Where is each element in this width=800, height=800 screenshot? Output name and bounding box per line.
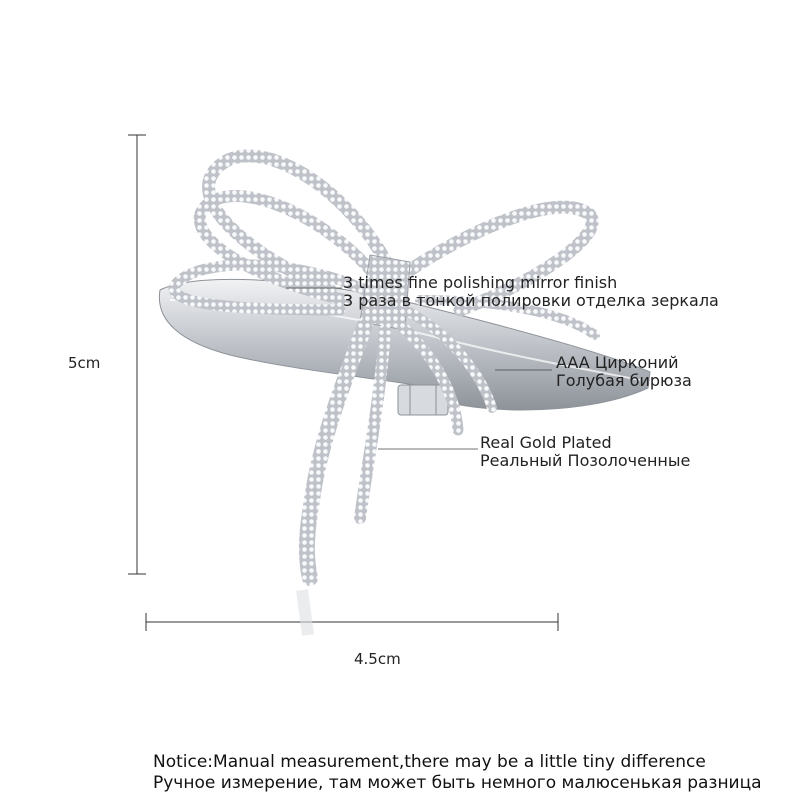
height-label: 5cm xyxy=(68,354,101,372)
notice-en: Notice:Manual measurement,there may be a little tiny difference xyxy=(153,752,706,772)
width-dimension-line xyxy=(146,613,558,631)
notice-ru: Ручное измерение, там может быть немного малюсенькая разница xyxy=(153,773,762,793)
callout-zircon-en: AAA Цирконий xyxy=(556,353,679,372)
width-label: 4.5cm xyxy=(354,650,401,668)
reflection xyxy=(302,590,308,635)
clasp-hinge xyxy=(398,385,448,415)
callout-gold-ru: Реальный Позолоченные xyxy=(480,451,691,470)
callout-gold-en: Real Gold Plated xyxy=(480,433,612,452)
callout-polish-en: 3 times fine polishing mirror finish xyxy=(343,273,618,292)
callout-polish-ru: 3 раза в тонкой полировки отделка зеркала xyxy=(343,291,719,310)
callout-zircon-ru: Голубая бирюза xyxy=(556,371,692,390)
height-dimension-line xyxy=(128,135,146,574)
